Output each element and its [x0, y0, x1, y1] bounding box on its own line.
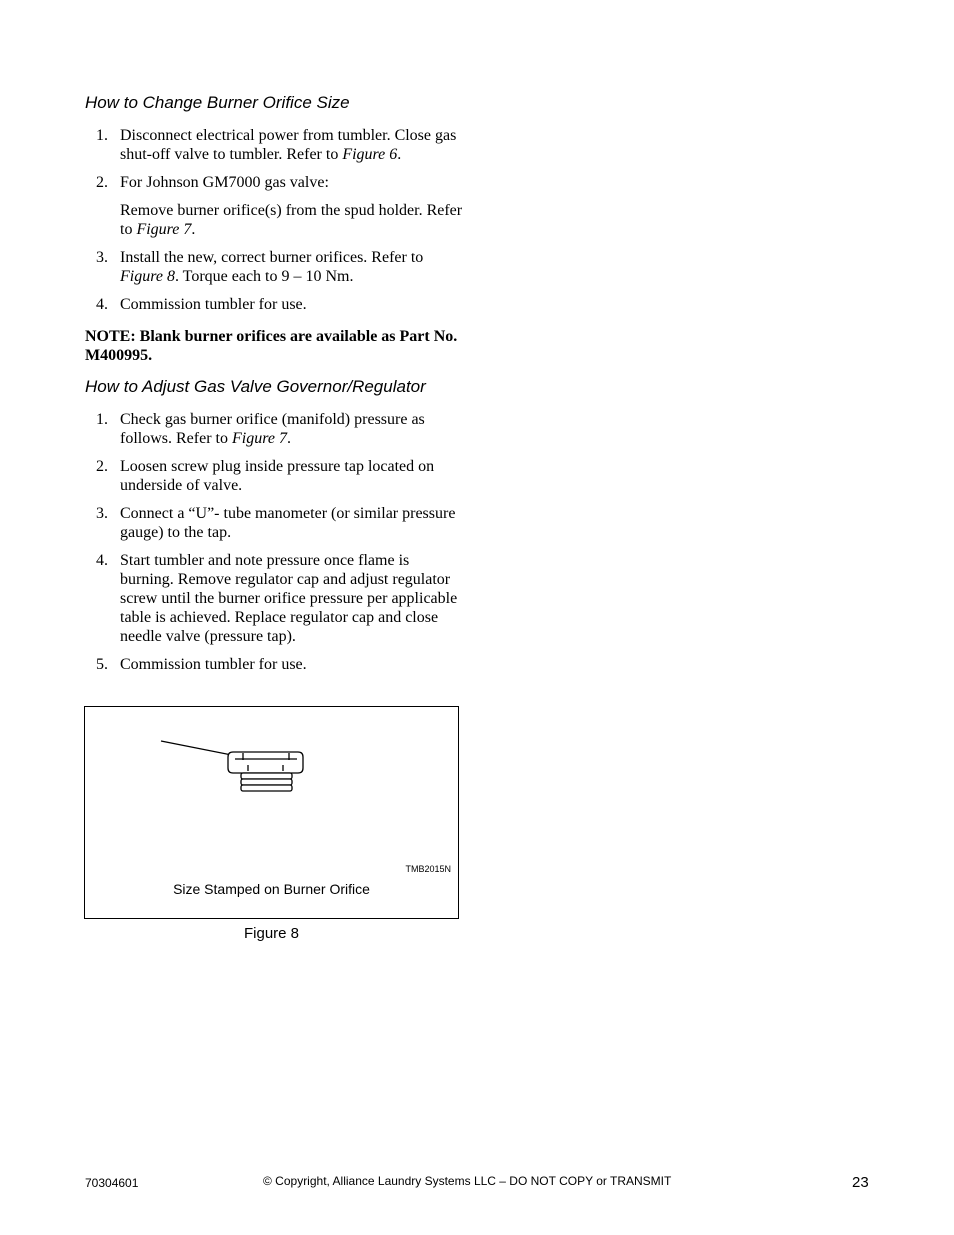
section-title-adjust-governor: How to Adjust Gas Valve Governor/Regulator [85, 377, 426, 396]
sub-paragraph: Remove burner orifice(s) from the spud holder. Refer to Figure 7. [120, 202, 463, 238]
footer-copyright: © Copyright, Alliance Laundry Systems LLC – DO NOT COPY or TRANSMIT [263, 1174, 672, 1188]
orifice-drawing [228, 752, 303, 791]
figure-reference: Figure 7 [136, 221, 192, 238]
list-item: 3. Connect a “U”- tube manometer (or similar pressure gauge) to the tap. [96, 505, 456, 541]
figure-reference: Figure 7 [231, 430, 287, 447]
footer-doc-number: 70304601 [85, 1176, 139, 1190]
note-text: NOTE: Blank burner orifices are available as Part No. M400995. [85, 328, 458, 364]
list-item: 1. Disconnect electrical power from tumbler. Close gas shut-off valve to tumbler. Refer to Figure 6. [96, 127, 457, 163]
page-number: 23 [852, 1174, 869, 1191]
figure-code: TMB2015N [405, 864, 451, 874]
list-item: 5. Commission tumbler for use. [96, 656, 307, 673]
figure-box [84, 706, 459, 919]
list-item: 3. Install the new, correct burner orifices. Refer to Figure 8. Torque each to 9 – 10 Nm. [96, 249, 424, 285]
adjust-governor-steps [85, 410, 463, 683]
list-item: 2. For Johnson GM7000 gas valve: Remove burner orifice(s) from the spud holder. Refer to Figure 7. [96, 174, 463, 238]
list-item: 4. Start tumbler and note pressure once flame is burning. Remove regulator cap and adjust regulator screw until the burner orifice pressure per applicable table is achieved. Replace regulator cap and close needle valve (pressure tap). [96, 552, 458, 645]
change-orifice-steps [85, 126, 463, 323]
figure-reference: Figure 8 [120, 268, 175, 285]
section-title-change-orifice: How to Change Burner Orifice Size [85, 93, 350, 112]
list-item: 1. Check gas burner orifice (manifold) pressure as follows. Refer to Figure 7. [96, 411, 425, 447]
list-item: 2. Loosen screw plug inside pressure tap located on underside of valve. [96, 458, 435, 494]
list-item: 4. Commission tumbler for use. [96, 296, 307, 313]
figure-caption: Size Stamped on Burner Orifice [173, 881, 370, 897]
figure-label: Figure 8 [243, 925, 300, 942]
figure-reference: Figure 6 [342, 146, 398, 163]
